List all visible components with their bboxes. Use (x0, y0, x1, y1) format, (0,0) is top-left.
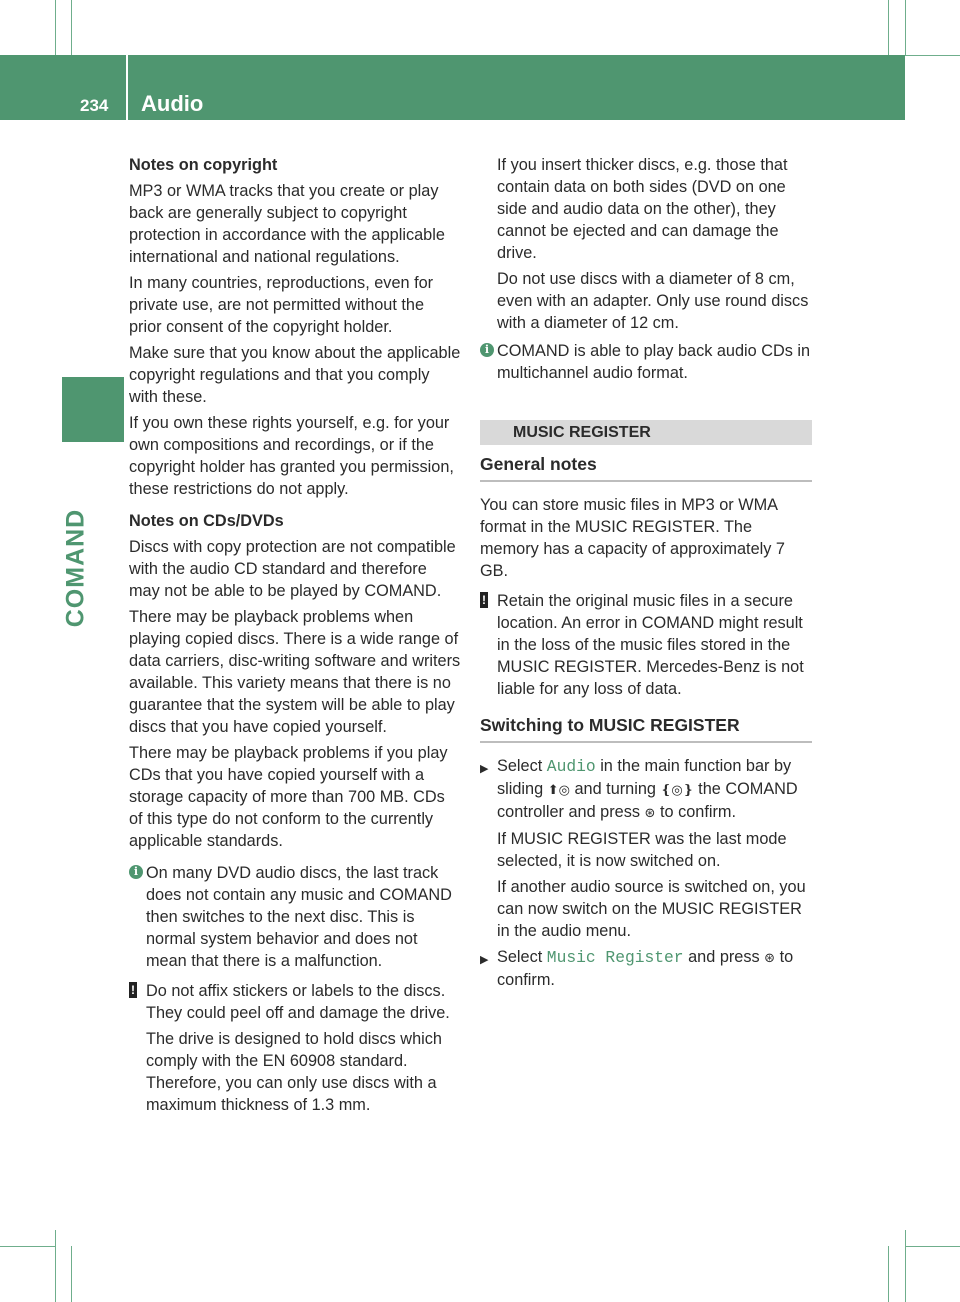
step-item (480, 755, 812, 942)
step-result: If another audio source is switched on, you can now switch on the MUSIC REGISTER in the audio menu. (497, 878, 806, 940)
info-note (129, 862, 461, 972)
page-header (0, 55, 905, 120)
warning-text: Retain the original music files in a secure location. An error in COMAND might result in the loss of the music files stored in the MUSIC REGISTER. Mercedes-Benz is not liable for any loss of data. (497, 592, 804, 698)
info-text: COMAND is able to play back audio CDs in multichannel audio format. (497, 342, 811, 382)
warning-text: Do not affix stickers or labels to the discs. They could peel off and damage the drive. (146, 982, 450, 1022)
info-icon: i (129, 865, 143, 879)
warning-note-continued (480, 154, 812, 334)
crop-mark (905, 0, 906, 55)
paragraph: There may be playback problems when playing copied discs. There is a wide range of data carriers, disc-writing software and writers available. This variety means that there is no guarantee that the system will be able to play discs that you have copied yourself. (129, 608, 461, 736)
warning-note (480, 590, 812, 700)
info-note (480, 340, 812, 384)
warning-note (129, 980, 461, 1116)
crop-mark (888, 1246, 889, 1302)
menu-item-audio[interactable]: Audio (546, 757, 596, 776)
paragraph: You can store music files in MP3 or WMA format in the MUSIC REGISTER. The memory has a capacity of approximately 7 GB. (480, 496, 785, 580)
step-item (480, 946, 812, 991)
section-title: Audio (141, 91, 204, 116)
crop-mark (888, 0, 889, 55)
paragraph: Make sure that you know about the applicable copyright regulations and that you comply with these. (129, 344, 461, 406)
right-column (480, 154, 812, 995)
music-register-bar: MUSIC REGISTER (480, 420, 812, 445)
step-result: If MUSIC REGISTER was the last mode selected, it is now switched on. (497, 830, 787, 870)
crop-mark (71, 0, 72, 55)
paragraph: MP3 or WMA tracks that you create or play back are generally subject to copyright protection in accordance with the applicable international and national regulations. (129, 182, 445, 266)
step-text-part: in the main function bar by sliding (497, 757, 792, 798)
step-text-part: to confirm. (497, 948, 794, 989)
crop-mark (905, 55, 960, 56)
paragraph: If you own these rights yourself, e.g. for your own compositions and recordings, or if the copyright holder has granted you permission, these restrictions do not apply. (129, 414, 454, 498)
header-divider (126, 55, 128, 120)
left-column (129, 154, 461, 1120)
page-number: 234 (80, 96, 109, 115)
step-text-part: Select (497, 757, 543, 775)
paragraph: In many countries, reproductions, even for private use, are not permitted without the prior consent of the copyright holder. (129, 274, 434, 336)
info-text: On many DVD audio discs, the last track does not contain any music and COMAND then switches to the next disc. This is normal system behavior and does not mean that there is a malfunction. (146, 864, 452, 970)
step-text-part: Select (497, 948, 543, 966)
chapter-tab (62, 377, 124, 442)
cds-heading: Notes on CDs/DVDs (129, 512, 284, 530)
crop-mark (905, 1246, 960, 1247)
info-icon: i (480, 343, 494, 357)
controller-press-icon: ⊛ (644, 805, 656, 820)
chapter-label: COMAND (61, 508, 90, 628)
paragraph: There may be playback problems if you play CDs that you have copied yourself with a storage capacity of more than 700 MB. CDs of this type do not conform to the currently applicable standards. (129, 744, 448, 850)
warning-text: Do not use discs with a diameter of 8 cm, even with an adapter. Only use round discs with a diameter of 12 cm. (497, 270, 809, 332)
step-text-part: and press (688, 948, 760, 966)
crop-mark (55, 0, 56, 55)
crop-mark (55, 1230, 56, 1302)
copyright-heading: Notes on copyright (129, 156, 278, 174)
step-arrow-icon: ▶ (480, 763, 489, 775)
warning-text: If you insert thicker discs, e.g. those that contain data on both sides (DVD on one side and audio data on the other), they cannot be ejected and can damage the drive. (497, 156, 788, 262)
paragraph: Discs with copy protection are not compatible with the audio CD standard and therefore may not be able to be played by COMAND. (129, 538, 456, 600)
warning-icon: ! (482, 593, 486, 607)
step-text (497, 946, 812, 991)
controller-press-icon: ⊛ (764, 950, 776, 965)
step-text-part: and turning (574, 780, 656, 798)
switching-heading: Switching to MUSIC REGISTER (480, 714, 812, 743)
controller-turn-icon: ❴◎❵ (660, 782, 694, 797)
step-text (497, 755, 812, 824)
warning-text: The drive is designed to hold discs which comply with the EN 60908 standard. Therefore, you can only use discs with a maximum thickness of 1.3 mm. (146, 1030, 442, 1114)
crop-mark (71, 1246, 72, 1302)
crop-mark (0, 1246, 55, 1247)
step-arrow-icon: ▶ (480, 954, 489, 966)
crop-mark (905, 1230, 906, 1302)
controller-slide-icon: ⬆◎ (547, 782, 570, 797)
warning-icon: ! (131, 983, 135, 997)
menu-item-music-register[interactable]: Music Register (546, 948, 684, 967)
step-text-part: the COMAND controller and press (497, 780, 798, 821)
general-notes-heading: General notes (480, 453, 812, 482)
step-text-part: to confirm. (659, 803, 736, 821)
